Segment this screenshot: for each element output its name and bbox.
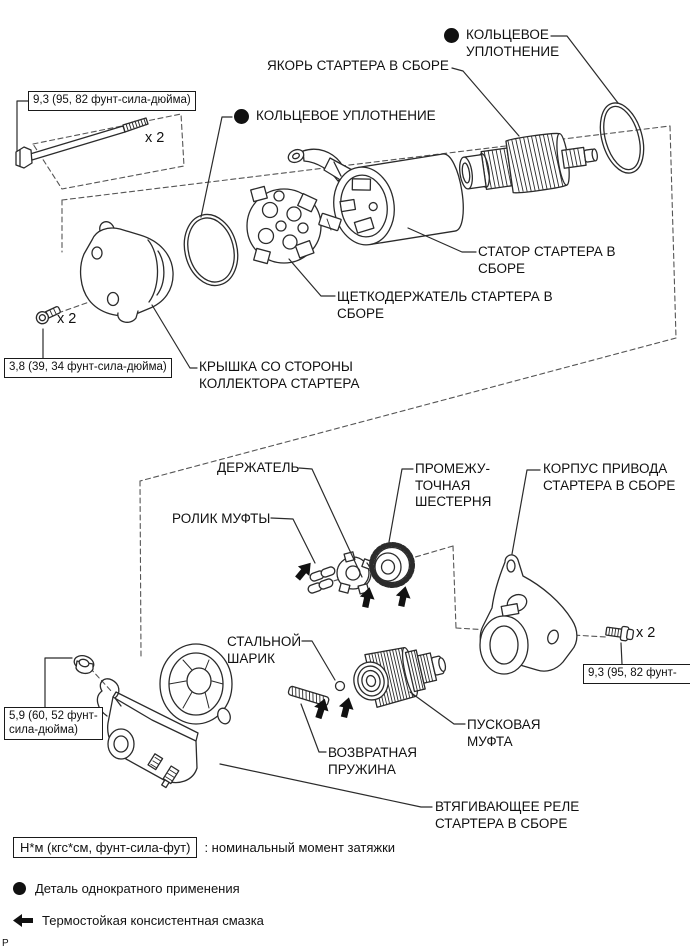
steel-ball-drawing <box>336 682 345 691</box>
clutch-rollers-drawing <box>307 566 336 594</box>
cover-screw-qty: x 2 <box>57 311 77 327</box>
torque-unit-box: Н*м (кгс*см, фунт-сила-фут) <box>13 837 197 858</box>
holder-label: ДЕРЖАТЕЛЬ <box>217 460 300 475</box>
o-ring-left-label: КОЛЬЦЕВОЕ УПЛОТНЕНИЕ <box>234 108 436 125</box>
stator-label: СТАТОР СТАРТЕРА В СБОРЕ <box>478 244 616 276</box>
torque-spec-cover-screw: 3,8 (39, 34 фунт-сила-дюйма) <box>4 358 172 378</box>
o-ring-left-drawing <box>177 209 245 291</box>
drive-housing-drawing <box>480 555 577 674</box>
housing-bolt-qty: x 2 <box>636 625 656 641</box>
terminal-cap-drawing <box>72 653 95 673</box>
starter-clutch-drawing <box>348 638 451 712</box>
steel-ball-label: СТАЛЬНОЙ ШАРИК <box>227 634 302 666</box>
commutator-cover-drawing <box>81 222 173 323</box>
commutator-cover-label: КРЫШКА СО СТОРОНЫ КОЛЛЕКТОРА СТАРТЕРА <box>199 359 360 391</box>
page-marker: P <box>2 938 9 949</box>
armature-drawing <box>456 127 601 201</box>
grease-note: Термостойкая консистентная смазка <box>42 913 264 928</box>
stator-drawing <box>328 152 468 249</box>
grease-arrow-icon <box>13 914 33 927</box>
armature-label: ЯКОРЬ СТАРТЕРА В СБОРЕ <box>267 58 449 73</box>
o-ring-right-drawing <box>593 98 651 178</box>
magnetic-switch-label: ВТЯГИВАЮЩЕЕ РЕЛЕ СТАРТЕРА В СБОРЕ <box>435 799 580 831</box>
legend-torque <box>13 837 395 858</box>
torque-spec-through-bolt: 9,3 (95, 82 фунт-сила-дюйма) <box>28 91 196 111</box>
legend-grease <box>13 913 264 928</box>
torque-note: : номинальный момент затяжки <box>204 840 396 855</box>
legend-single-use <box>13 881 240 896</box>
grease-arrow-icon <box>337 696 357 720</box>
single-use-note: Деталь однократного применения <box>35 881 240 896</box>
o-ring-top-label: КОЛЬЦЕВОЕ УПЛОТНЕНИЕ <box>444 27 559 60</box>
grease-arrow-icon <box>394 585 413 608</box>
idler-gear-drawing <box>369 542 415 588</box>
through-bolt-qty: x 2 <box>145 130 165 146</box>
single-use-dot-icon <box>13 882 26 895</box>
return-spring-label: ВОЗВРАТНАЯ ПРУЖИНА <box>328 745 418 777</box>
brush-holder-label: ЩЕТКОДЕРЖАТЕЛЬ СТАРТЕРА В СБОРЕ <box>337 289 553 321</box>
drive-housing-label: КОРПУС ПРИВОДА СТАРТЕРА В СБОРЕ <box>543 461 676 493</box>
torque-spec-terminal-nut: 5,9 (60, 52 фунт- сила-дюйма) <box>4 707 103 740</box>
single-use-dot-icon <box>444 28 459 43</box>
torque-spec-housing-bolt: 9,3 (95, 82 фунт- <box>583 664 690 684</box>
housing-bolt-drawing <box>605 624 634 642</box>
magnetic-switch-drawing <box>97 644 232 789</box>
holder-drawing <box>337 552 373 594</box>
brush-holder-drawing <box>247 186 321 263</box>
starter-clutch-label: ПУСКОВАЯ МУФТА <box>467 717 541 749</box>
single-use-dot-icon <box>234 109 249 124</box>
idler-gear-label: ПРОМЕЖУ- ТОЧНАЯ ШЕСТЕРНЯ <box>415 461 492 509</box>
clutch-roller-label: РОЛИК МУФТЫ <box>172 511 271 526</box>
